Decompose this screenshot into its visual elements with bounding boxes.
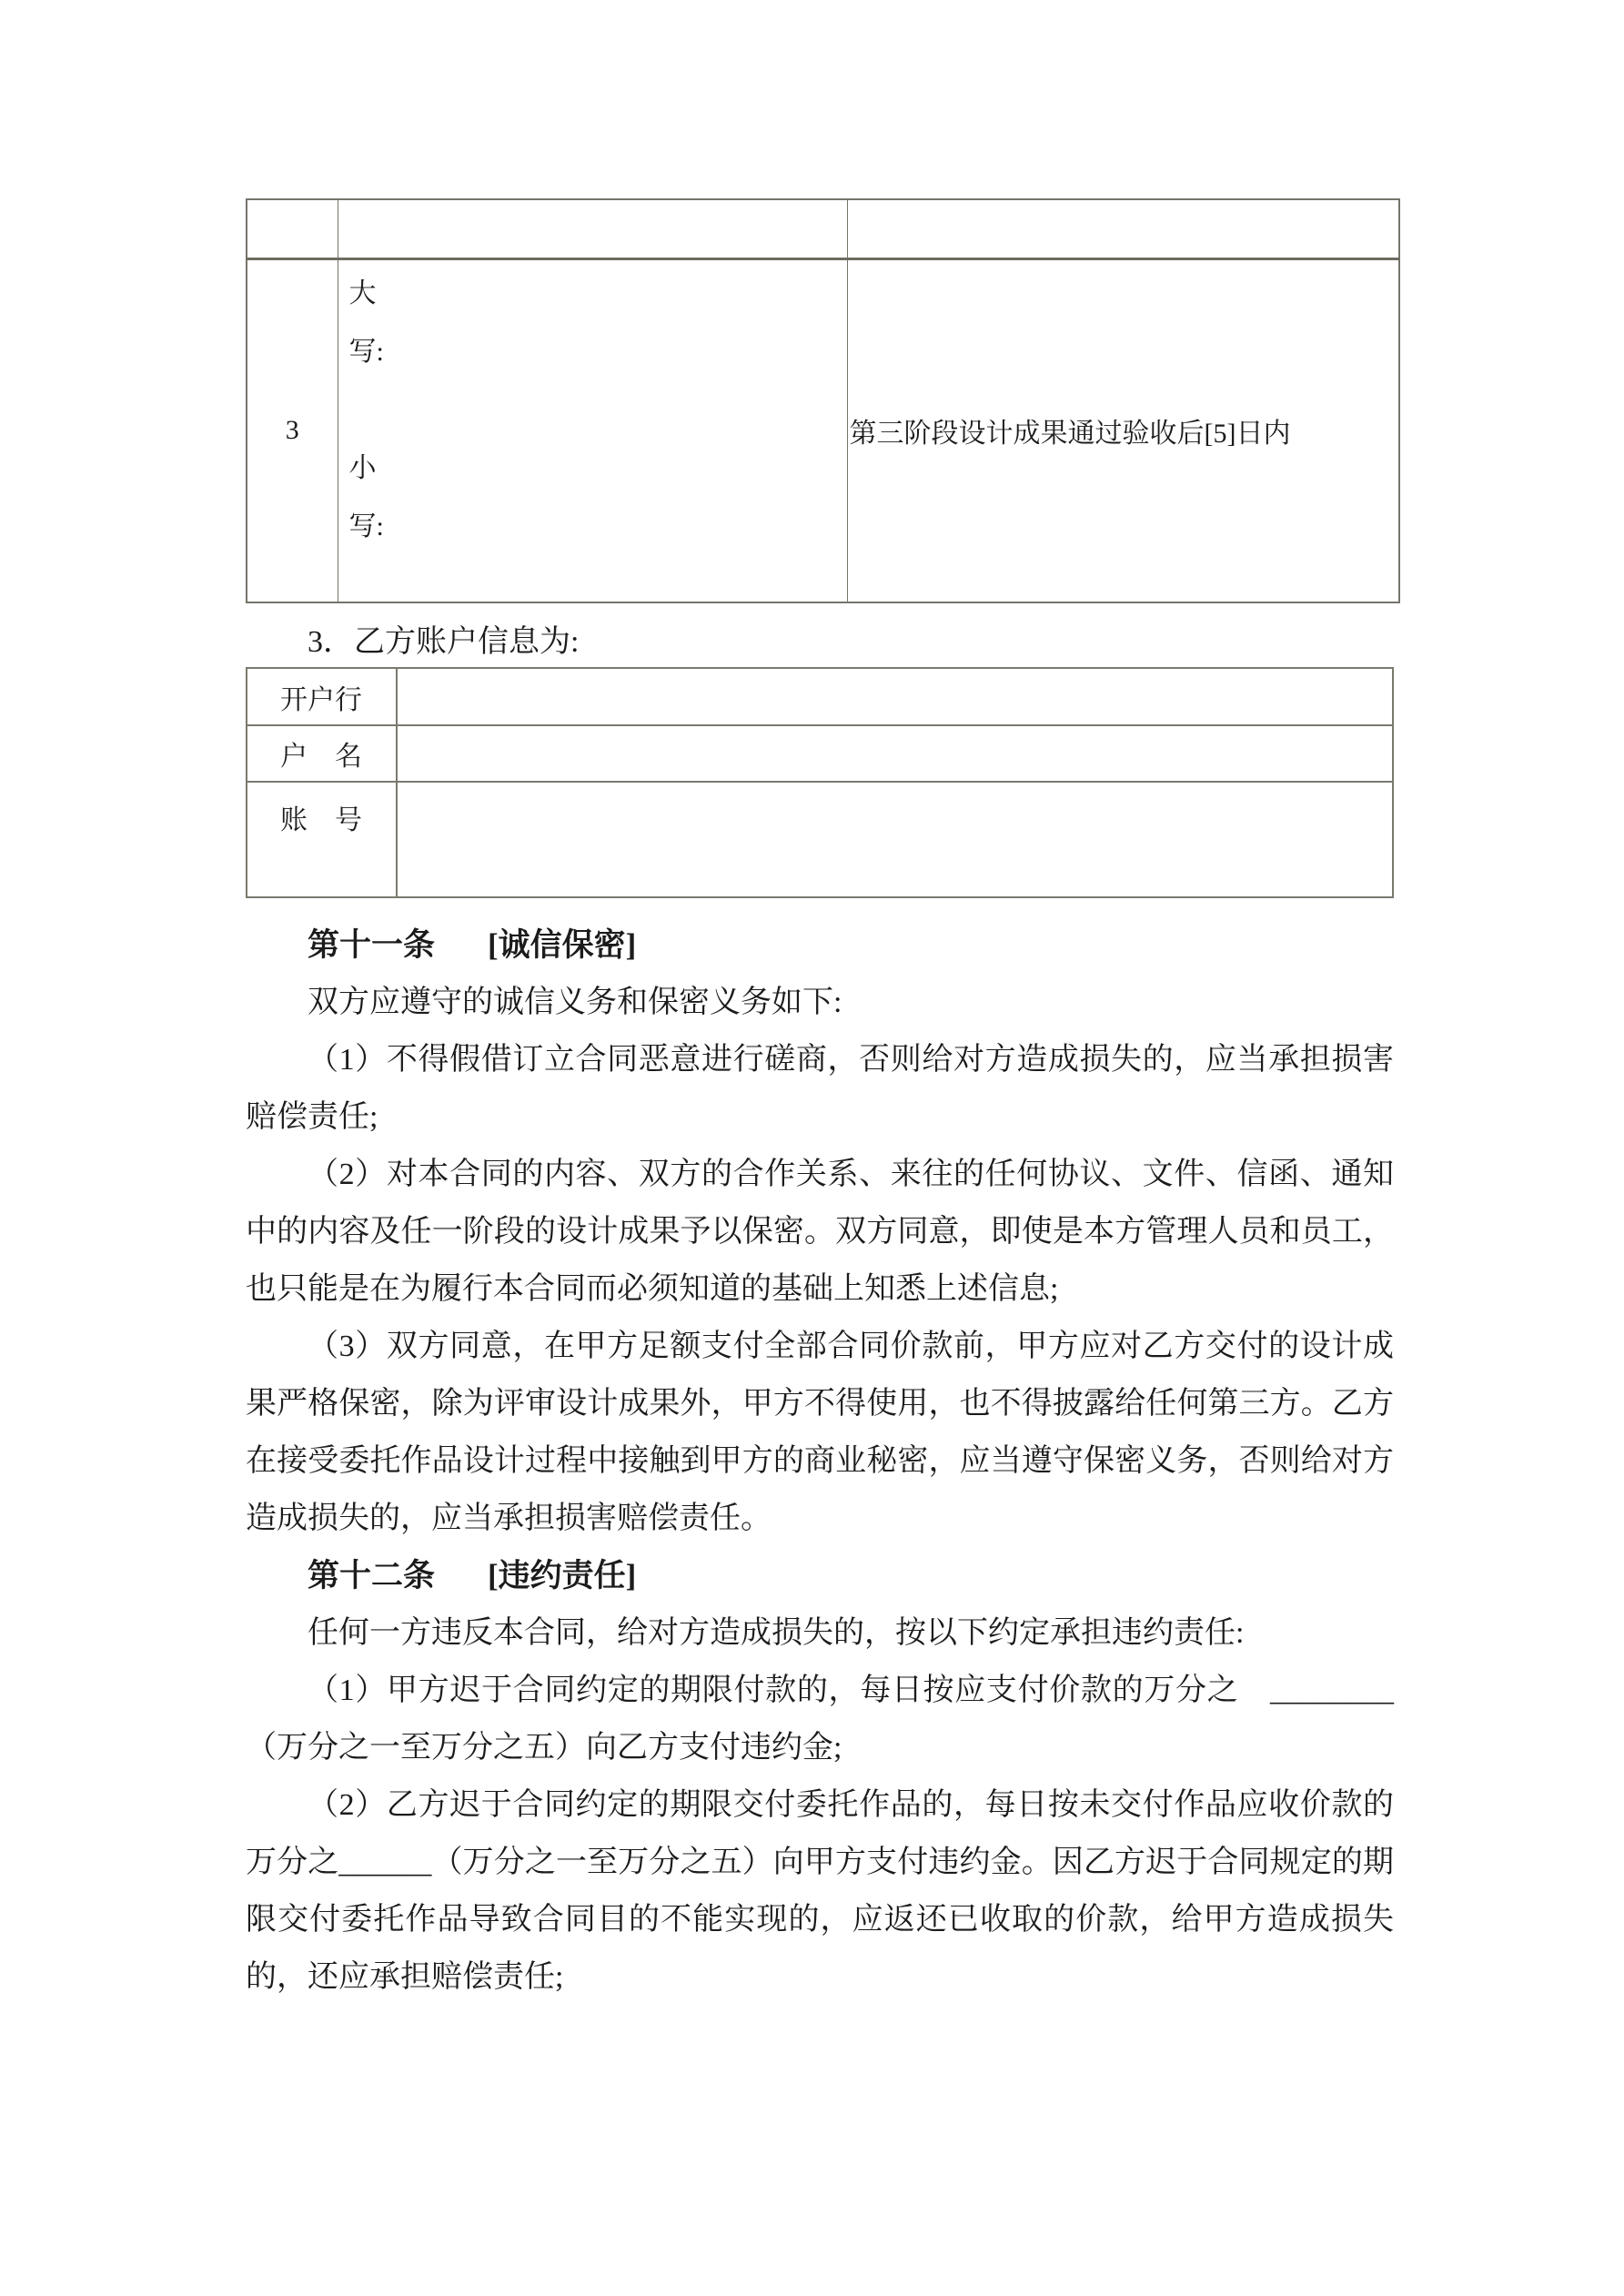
article-11-paragraph: （2）对本合同的内容、双方的合作关系、来往的任何协议、文件、信函、通知中的内容及任一阶段的设计成果予以保密。双方同意，即使是本方管理人员和员工，也只能是在为履行本合同而必须知道的基础上知悉上述信息; (246, 1158, 1394, 1306)
article-12-title: [违约责任] (488, 1558, 637, 1593)
stage-amount-cell (338, 259, 847, 602)
stage-deadline-cell: 第三阶段设计成果通过验收后[5]日内 (847, 259, 1399, 602)
account-info-table (246, 667, 1394, 898)
account-value-cell (397, 725, 1393, 782)
payment-table-empty-row (247, 199, 1399, 259)
account-value-cell (397, 782, 1393, 897)
account-intro-line: 3．乙方账户信息为: (308, 625, 580, 659)
article-12-paragraph: （1）甲方迟于合同约定的期限付款的，每日按应支付价款的万分之 ________（万分之一至万分之五）向乙方支付违约金; (246, 1674, 1394, 1765)
amount-line: 大 (348, 278, 377, 308)
account-row-name (247, 725, 1393, 782)
account-row-number (247, 782, 1393, 897)
stage-index-cell: 3 (247, 259, 338, 602)
amount-line: 小 (348, 453, 377, 483)
amount-line: 写: (348, 511, 384, 541)
article-11-heading (246, 916, 1394, 974)
article-12-paragraph: （2）乙方迟于合同约定的期限交付委托作品的，每日按未交付作品应收价款的万分之______（万分之一至万分之五）向甲方支付违约金。因乙方迟于合同规定的期限交付委托作品导致合同目的不能实现的，应返还已收取的价款，给甲方造成损失的，还应承担赔偿责任; (246, 1788, 1394, 1994)
article-12-number: 第十二条 (308, 1558, 436, 1593)
article-11-paragraph: （3）双方同意，在甲方足额支付全部合同价款前，甲方应对乙方交付的设计成果严格保密，除为评审设计成果外，甲方不得使用，也不得披露给任何第三方。乙方在接受委托作品设计过程中接触到甲方的商业秘密，应当遵守保密义务，否则给对方造成损失的，应当承担损害赔偿责任。 (246, 1330, 1394, 1535)
contract-text-block (246, 916, 1394, 2006)
article-12-paragraph: 任何一方违反本合同，给对方造成损失的，按以下约定承担违约责任: (308, 1616, 1245, 1650)
account-value-cell (397, 668, 1393, 725)
article-11-paragraph: （1）不得假借订立合同恶意进行磋商，否则给对方造成损失的，应当承担损害赔偿责任; (246, 1043, 1394, 1134)
account-row-bank (247, 668, 1393, 725)
account-label-cell: 开户行 (247, 668, 397, 725)
article-11-number: 第十一条 (308, 927, 436, 963)
amount-line-spacer (349, 381, 847, 440)
payment-table-stage-row (247, 259, 1399, 602)
empty-cell-amount (338, 199, 847, 259)
empty-cell-index (247, 199, 338, 259)
article-12-heading (246, 1547, 1394, 1604)
account-label-cell: 账 号 (247, 782, 397, 897)
payment-schedule-table (246, 198, 1400, 603)
empty-cell-deadline (847, 199, 1399, 259)
article-11-paragraph: 双方应遵守的诚信义务和保密义务如下: (308, 986, 842, 1019)
article-11-title: [诚信保密] (488, 927, 637, 963)
account-label-cell: 户 名 (247, 725, 397, 782)
amount-line: 写: (348, 337, 384, 367)
